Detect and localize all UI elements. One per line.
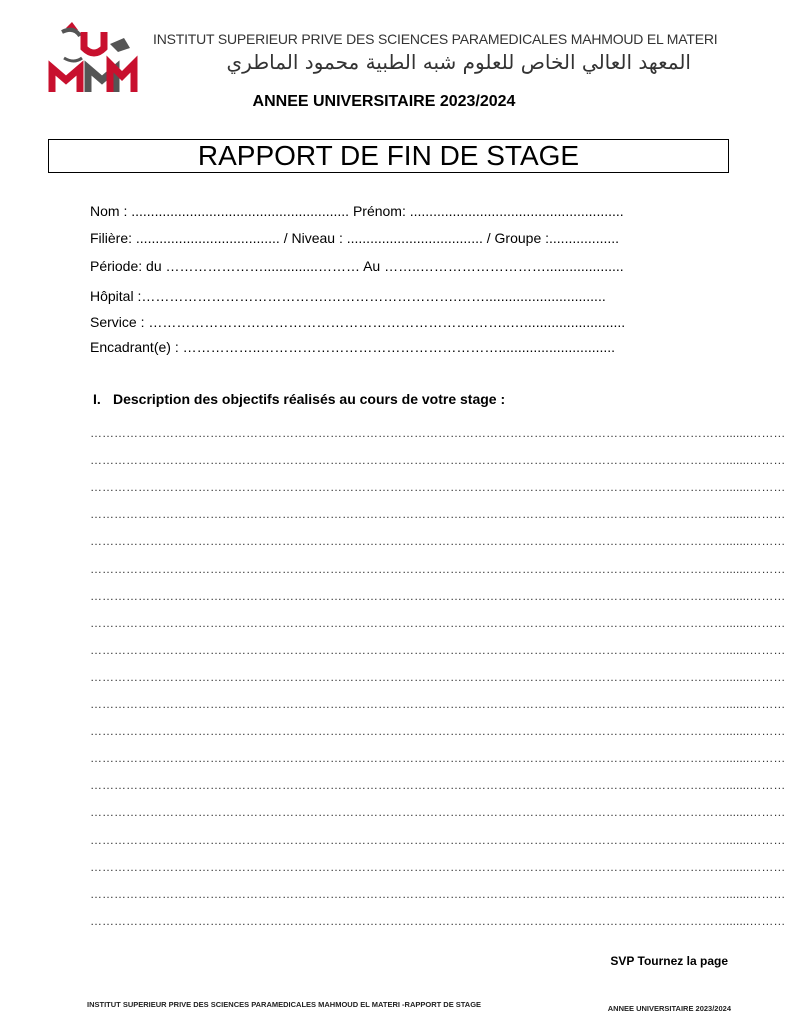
answer-line[interactable]: …………………………………………………………………………………………………………………………………………….......……… xyxy=(90,913,785,928)
filiere-niveau-groupe-field[interactable]: Filière: ..................................... / Niveau : ................................... / Groupe :.................. xyxy=(90,230,620,246)
academic-year: ANNEE UNIVERSITAIRE 2023/2024 xyxy=(252,93,516,110)
section-number: I. xyxy=(93,391,101,407)
answer-line[interactable]: …………………………………………………………………………………………………………………………………………….......……… xyxy=(90,453,785,468)
answer-line[interactable]: …………………………………………………………………………………………………………………………………………….......……… xyxy=(90,697,785,711)
answer-line[interactable]: …………………………………………………………………………………………………………………………………………….......……… xyxy=(90,480,785,495)
service-field[interactable]: Service : …………………………………………………………….……..….......................... xyxy=(90,314,626,330)
answer-line[interactable]: …………………………………………………………………………………………………………………………………………….......……… xyxy=(90,426,785,440)
institution-name-ar: المعهد العالي الخاص للعلوم شبه الطبية محمود الماطري xyxy=(226,50,691,74)
institute-logo-icon xyxy=(44,18,140,96)
answer-line[interactable]: …………………………………………………………………………………………………………………………………………….......……… xyxy=(90,669,785,684)
answer-line[interactable]: …………………………………………………………………………………………………………………………………………….......……… xyxy=(90,534,785,549)
encadrant-field[interactable]: Encadrant(e) : ……………..…………………………………………….............................. xyxy=(90,339,616,355)
footer-right: ANNEE UNIVERSITAIRE 2023/2024 xyxy=(607,1004,731,1013)
section-heading-text: Description des objectifs réalisés au cours de votre stage : xyxy=(113,391,506,407)
answer-line[interactable]: …………………………………………………………………………………………………………………………………………….......……… xyxy=(90,751,785,766)
answer-line[interactable]: …………………………………………………………………………………………………………………………………………….......……… xyxy=(90,507,785,522)
section-heading xyxy=(93,391,505,407)
answer-line[interactable]: …………………………………………………………………………………………………………………………………………….......……… xyxy=(90,724,785,739)
institution-name-fr: INSTITUT SUPERIEUR PRIVE DES SCIENCES PARAMEDICALES MAHMOUD EL MATERI xyxy=(153,31,718,47)
answer-line[interactable]: …………………………………………………………………………………………………………………………………………….......……… xyxy=(90,859,785,874)
answer-line[interactable]: …………………………………………………………………………………………………………………………………………….......……… xyxy=(90,805,785,820)
nom-prenom-field[interactable]: Nom : ........................................................ Prénom: ....................................................... xyxy=(90,203,624,219)
answer-line[interactable]: …………………………………………………………………………………………………………………………………………….......……… xyxy=(90,615,785,630)
hopital-field[interactable]: Hôpital :………………………………….……………………….……............................... xyxy=(90,288,606,304)
answer-line[interactable]: …………………………………………………………………………………………………………………………………………….......……… xyxy=(90,588,785,603)
answer-line[interactable]: …………………………………………………………………………………………………………………………………………….......……… xyxy=(90,778,785,793)
answer-line[interactable]: …………………………………………………………………………………………………………………………………………….......……… xyxy=(90,832,785,847)
answer-line[interactable]: …………………………………………………………………………………………………………………………………………….......……… xyxy=(90,886,785,901)
turn-page-note: SVP Tournez la page xyxy=(610,954,728,968)
report-title: RAPPORT DE FIN DE STAGE xyxy=(48,139,729,173)
answer-line[interactable]: …………………………………………………………………………………………………………………………………………….......……… xyxy=(90,642,785,657)
footer-left: INSTITUT SUPERIEUR PRIVE DES SCIENCES PARAMEDICALES MAHMOUD EL MATERI -RAPPORT DE STAGE xyxy=(87,1000,482,1009)
periode-field[interactable]: Période: du …………………..............……… Au ……..……………………….................... xyxy=(90,258,624,274)
answer-line[interactable]: …………………………………………………………………………………………………………………………………………….......……… xyxy=(90,561,785,576)
